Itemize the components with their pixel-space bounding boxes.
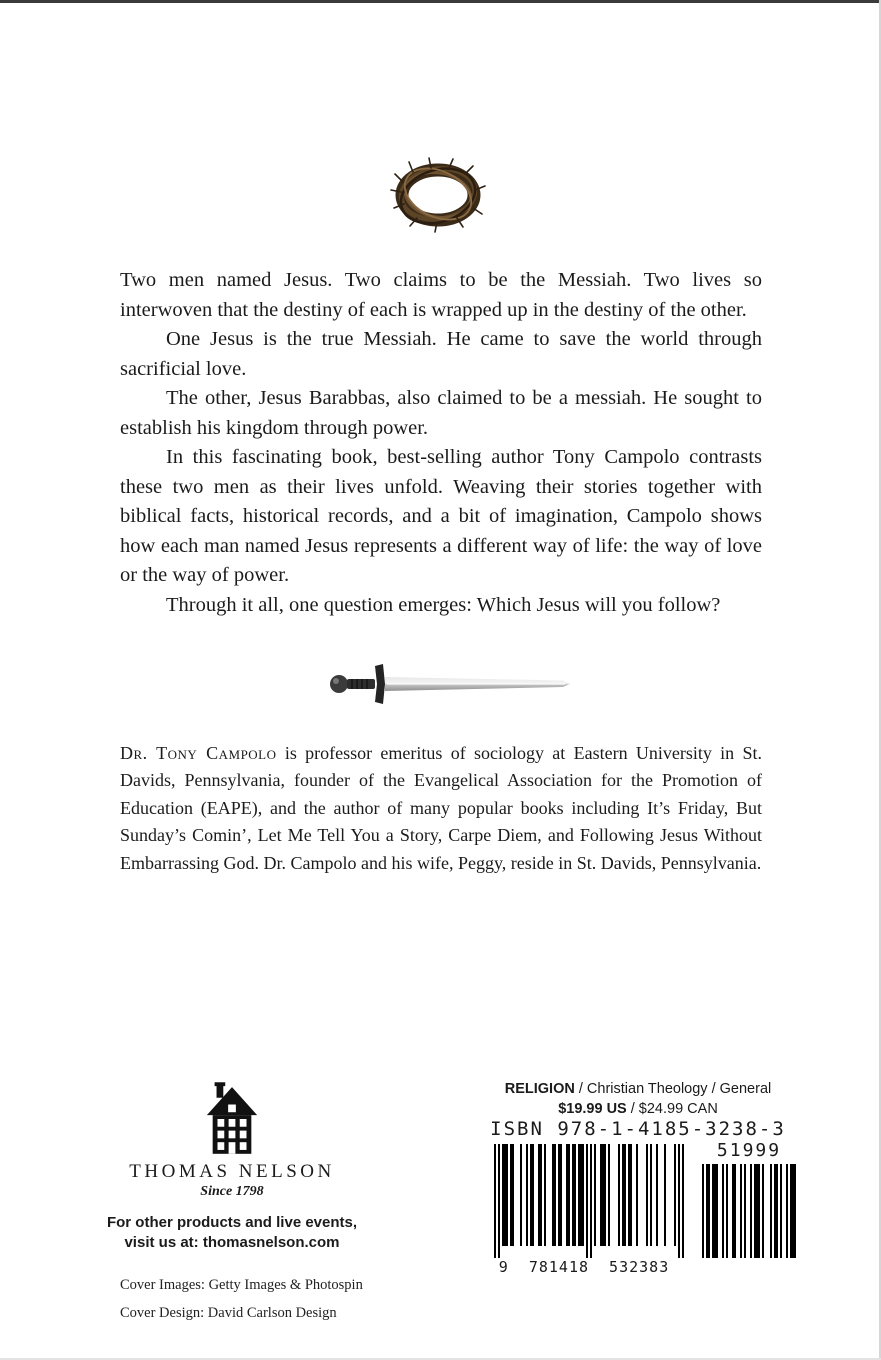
publisher-promo-line-1: For other products and live events, xyxy=(106,1214,358,1231)
sword-image xyxy=(323,656,573,712)
author-bio-text: is professor emeritus of sociology at Eastern University in St. Davids, Pennsylvania, founder of the Evangelical Association for the Promotion of Education (EAPE), and the author of many popular books including It’s Friday, But Sunday’s Comin’, Let Me Tell You a Story, Carpe Diem, and Following Jesus Without Embarrassing God. Dr. Campolo and his wife, Peggy, reside in St. Davids, Pennsylvania. xyxy=(120,743,762,873)
author-name: Dr. Tony Campolo xyxy=(120,743,277,763)
cover-credit-design: Cover Design: David Carlson Design xyxy=(120,1305,337,1321)
synopsis-text xyxy=(120,266,762,620)
publisher-tagline: Since 1798 xyxy=(200,1184,264,1199)
cover-credit-images: Cover Images: Getty Images & Photospin xyxy=(120,1277,363,1293)
scan-edge-top xyxy=(0,0,881,3)
price-us: $19.99 US xyxy=(558,1101,627,1117)
crown-of-thorns-image xyxy=(383,150,493,238)
category-rest: / Christian Theology / General xyxy=(574,1081,772,1097)
category-bold: RELIGION xyxy=(504,1081,575,1097)
barcode-svg xyxy=(478,1144,798,1264)
synopsis-paragraph: Through it all, one question emerges: Which Jesus will you follow? xyxy=(166,593,721,616)
publisher-name: THOMAS NELSON xyxy=(129,1161,335,1182)
barcode-supplement-code: 51999 xyxy=(716,1140,782,1161)
publisher-house-logo-icon xyxy=(203,1082,261,1156)
synopsis-paragraph: The other, Jesus Barabbas, also claimed to be a messiah. He sought to establish his kingdom through power. xyxy=(120,387,762,439)
cover-credits xyxy=(120,1274,363,1324)
author-bio xyxy=(120,740,762,877)
publisher-block xyxy=(105,1082,359,1253)
price-can: / $24.99 CAN xyxy=(626,1101,718,1117)
price-line xyxy=(478,1101,798,1117)
isbn-text: ISBN 978-1-4185-3238-3 xyxy=(490,1118,786,1140)
synopsis-paragraph: Two men named Jesus. Two claims to be the Messiah. Two lives so interwoven that the destiny of each is wrapped up in the destiny of the other. xyxy=(120,269,762,321)
publisher-promo-line-2: visit us at: thomasnelson.com xyxy=(124,1234,340,1251)
barcode-digits: 9 781418 532383 xyxy=(498,1258,670,1276)
synopsis-paragraph: One Jesus is the true Messiah. He came to save the world through sacrificial love. xyxy=(120,328,762,380)
barcode-block xyxy=(478,1118,798,1284)
category-line xyxy=(478,1081,798,1097)
synopsis-paragraph: In this fascinating book, best-selling author Tony Campolo contrasts these two men as their lives unfold. Weaving their stories together with biblical facts, historical records, and a bit of imagination, Campolo shows how each man named Jesus represents a different way of life: the way of love or the way of power. xyxy=(120,446,762,586)
